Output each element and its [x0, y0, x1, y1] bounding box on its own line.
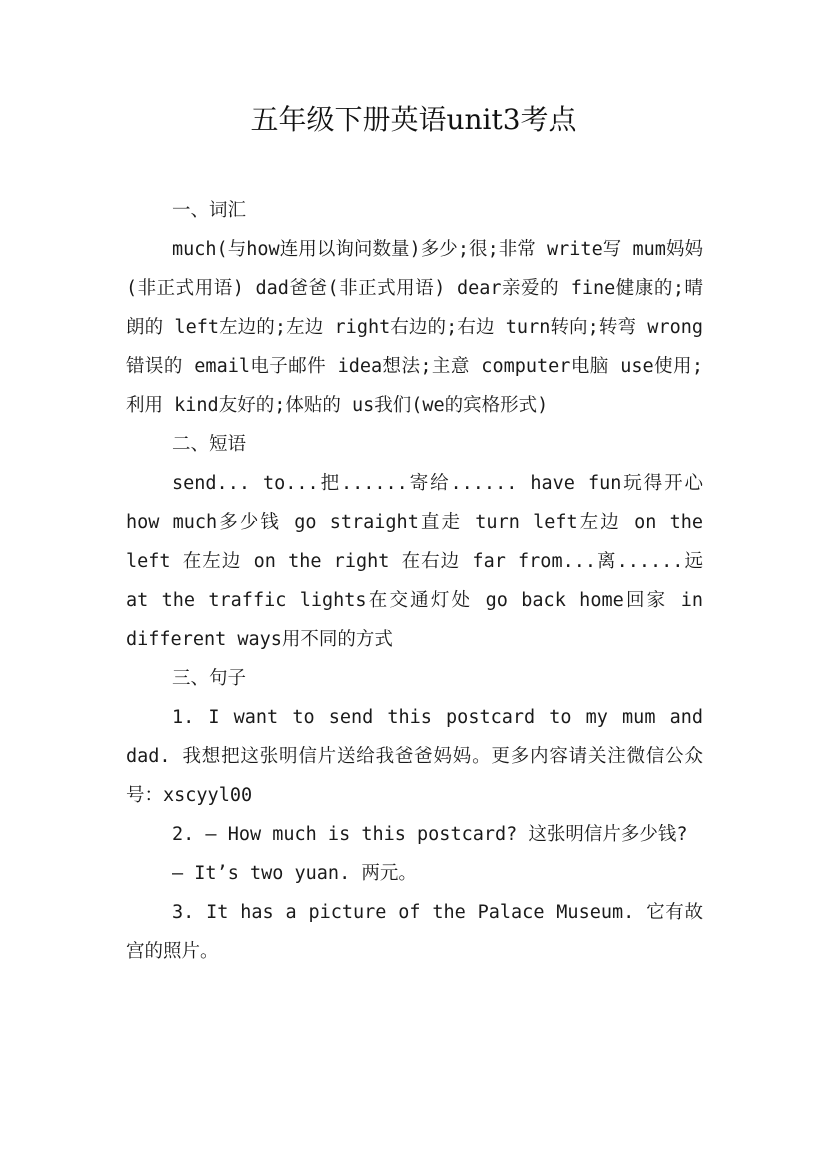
section-heading-sentences: 三、句子: [172, 668, 247, 689]
sentence-2-question: 2. — How much is this postcard? 这张明信片多少钱?: [172, 824, 688, 845]
sentence-2-answer: — It’s two yuan. 两元。: [172, 863, 417, 884]
section-heading-vocabulary: 一、词汇: [172, 200, 247, 221]
vocabulary-paragraph: much(与how连用以询问数量)多少;很;非常 write写 mum妈妈(非正式用语) dad爸爸(非正式用语) dear亲爱的 fine健康的;晴朗的 left左边的;左边 right右边的;右边 turn转向;转弯 wrong错误的 email电子邮件 idea想法;主意 computer电脑 use使用;利用 kind友好的;体贴的 us我们(we的宾格形式): [126, 239, 703, 416]
phrases-paragraph: send... to...把......寄给...... have fun玩得开心 how much多少钱 go straight直走 turn left左边 on the left 在左边 on the right 在右边 far from...离......远 at the traffic lights在交通灯处 go back home回家 in different ways用不同的方式: [126, 473, 703, 650]
section-heading-phrases: 二、短语: [172, 434, 247, 455]
sentence-1: 1. I want to send this postcard to my mum and dad. 我想把这张明信片送给我爸爸妈妈。更多内容请关注微信公众号：xscyyl00: [126, 707, 703, 806]
document-title: 五年级下册英语unit3考点: [250, 103, 577, 136]
sentence-3: 3. It has a picture of the Palace Museum. 它有故宫的照片。: [126, 902, 703, 962]
document-body: [126, 191, 703, 971]
